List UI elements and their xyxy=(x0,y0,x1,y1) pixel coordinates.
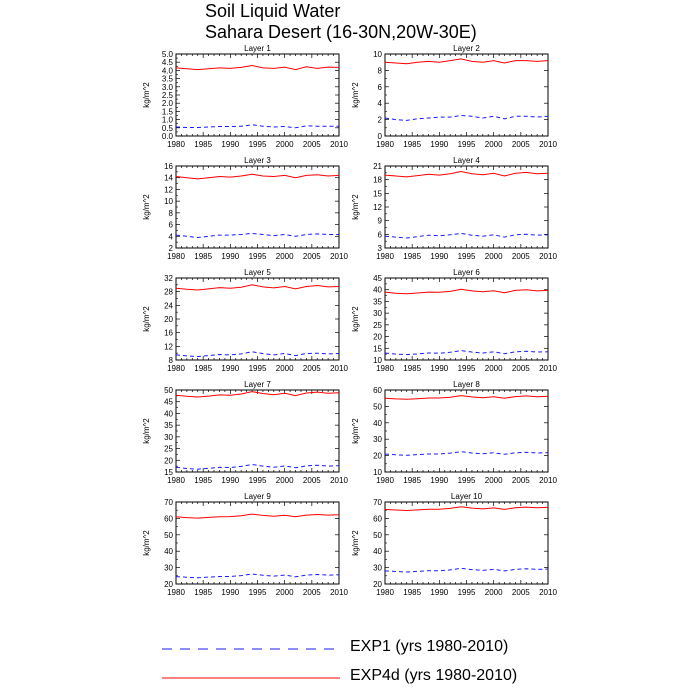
x-tick-label: 1980 xyxy=(167,588,185,597)
x-tick-label: 1980 xyxy=(376,588,394,597)
x-tick-label: 1990 xyxy=(221,140,240,149)
x-tick-label: 1995 xyxy=(457,252,476,261)
x-tick-label: 1980 xyxy=(167,252,185,261)
x-tick-label: 2010 xyxy=(330,476,348,485)
y-tick-label: 10 xyxy=(373,50,382,59)
y-tick-label: 30 xyxy=(164,432,173,442)
x-tick-label: 2000 xyxy=(484,476,503,485)
y-tick-label: 32 xyxy=(164,274,173,283)
y-tick-label: 1.0 xyxy=(161,115,173,125)
y-tick-label: 4 xyxy=(168,232,173,242)
panel-title: Layer 7 xyxy=(244,380,271,389)
x-tick-label: 2000 xyxy=(275,364,294,373)
panel-title: Layer 6 xyxy=(453,268,480,277)
x-tick-label: 1985 xyxy=(403,476,422,485)
x-tick-label: 2010 xyxy=(330,140,348,149)
y-tick-label: 6 xyxy=(377,82,382,92)
series-exp4d xyxy=(176,66,339,70)
y-tick-label: 8 xyxy=(168,356,173,365)
y-tick-label: 2 xyxy=(377,115,382,125)
x-tick-label: 1985 xyxy=(194,364,213,373)
y-tick-label: 2.5 xyxy=(161,91,173,100)
x-tick-label: 2010 xyxy=(330,252,348,261)
x-tick-label: 2005 xyxy=(302,364,321,373)
y-tick-label: 1.5 xyxy=(161,107,173,117)
y-tick-label: 15 xyxy=(373,189,382,199)
y-tick-label: 60 xyxy=(373,386,382,395)
x-tick-label: 1990 xyxy=(221,588,240,597)
plot-frame xyxy=(385,166,548,248)
panel-title: Layer 9 xyxy=(244,492,271,501)
series-exp1 xyxy=(385,452,548,456)
series-exp1 xyxy=(385,351,548,355)
y-tick-label: 5.0 xyxy=(161,50,173,59)
y-tick-label: 60 xyxy=(164,514,173,524)
y-tick-label: 8 xyxy=(377,66,382,76)
x-tick-label: 2000 xyxy=(484,140,503,149)
y-tick-label: 3.0 xyxy=(161,82,173,92)
y-axis-label: kg/m^2 xyxy=(351,418,360,444)
y-axis-label: kg/m^2 xyxy=(351,194,360,220)
series-exp4d xyxy=(176,392,339,397)
panel-title: Layer 5 xyxy=(244,268,271,277)
y-tick-label: 15 xyxy=(373,344,382,354)
panel-layer-2 xyxy=(351,44,557,149)
x-tick-label: 1985 xyxy=(403,364,422,373)
x-tick-label: 1990 xyxy=(430,140,449,149)
x-tick-label: 1995 xyxy=(248,588,267,597)
y-axis-label: kg/m^2 xyxy=(142,194,151,220)
x-tick-label: 1995 xyxy=(457,588,476,597)
y-tick-label: 25 xyxy=(373,320,382,330)
x-tick-label: 1990 xyxy=(430,364,449,373)
y-tick-label: 45 xyxy=(164,397,173,407)
y-tick-label: 30 xyxy=(373,563,382,573)
page-title: Soil Liquid Water xyxy=(205,1,341,21)
x-tick-label: 1995 xyxy=(457,476,476,485)
x-tick-label: 1985 xyxy=(403,252,422,261)
y-tick-label: 20 xyxy=(373,332,382,342)
y-tick-label: 8 xyxy=(168,208,173,218)
y-tick-label: 70 xyxy=(164,498,173,507)
x-tick-label: 2000 xyxy=(275,252,294,261)
plot-frame xyxy=(176,390,339,472)
legend-label-exp4d: EXP4d (yrs 1980-2010) xyxy=(350,667,518,684)
plot-frame xyxy=(176,278,339,360)
y-axis-label: kg/m^2 xyxy=(351,530,360,556)
series-exp4d xyxy=(385,172,548,177)
x-tick-label: 2005 xyxy=(302,588,321,597)
x-tick-label: 2010 xyxy=(539,140,557,149)
y-tick-label: 0.0 xyxy=(161,132,173,141)
series-exp1 xyxy=(385,568,548,572)
y-tick-label: 20 xyxy=(164,315,173,324)
y-tick-label: 35 xyxy=(164,421,173,431)
series-exp4d xyxy=(385,396,548,400)
x-tick-label: 1985 xyxy=(403,588,422,597)
x-tick-label: 1995 xyxy=(248,252,267,261)
y-tick-label: 12 xyxy=(164,342,173,352)
y-tick-label: 6 xyxy=(168,220,173,230)
y-axis-label: kg/m^2 xyxy=(142,82,151,108)
y-tick-label: 20 xyxy=(373,451,382,461)
y-tick-label: 4.0 xyxy=(161,66,173,76)
y-tick-label: 28 xyxy=(164,287,173,297)
series-exp4d xyxy=(385,289,548,294)
y-axis-label: kg/m^2 xyxy=(142,418,151,444)
x-tick-label: 1985 xyxy=(194,252,213,261)
panel-title: Layer 4 xyxy=(453,156,480,165)
panel-title: Layer 1 xyxy=(244,44,271,53)
x-tick-label: 2010 xyxy=(539,252,557,261)
x-tick-label: 1990 xyxy=(221,252,240,261)
y-tick-label: 40 xyxy=(373,285,382,295)
x-tick-label: 2005 xyxy=(511,476,530,485)
y-tick-label: 2 xyxy=(168,244,173,253)
x-tick-label: 1985 xyxy=(194,140,213,149)
x-tick-label: 2010 xyxy=(539,364,557,373)
panel-layer-8 xyxy=(351,380,557,485)
series-exp4d xyxy=(176,514,339,518)
panel-layer-9 xyxy=(142,492,348,597)
y-tick-label: 10 xyxy=(373,468,382,477)
x-tick-label: 1995 xyxy=(457,364,476,373)
y-tick-label: 16 xyxy=(164,162,173,171)
y-tick-label: 70 xyxy=(373,498,382,507)
y-tick-label: 45 xyxy=(373,274,382,283)
series-exp4d xyxy=(385,59,548,64)
panel-layer-5 xyxy=(142,268,348,373)
y-tick-label: 14 xyxy=(164,173,173,183)
y-tick-label: 16 xyxy=(164,328,173,338)
panel-layer-4 xyxy=(351,156,557,261)
series-exp1 xyxy=(176,574,339,578)
x-tick-label: 1980 xyxy=(376,140,394,149)
series-exp1 xyxy=(385,116,548,121)
series-exp1 xyxy=(176,352,339,357)
x-tick-label: 2000 xyxy=(275,476,294,485)
series-exp4d xyxy=(385,507,548,511)
y-tick-label: 18 xyxy=(373,175,382,185)
y-tick-label: 4 xyxy=(377,99,382,109)
y-tick-label: 20 xyxy=(164,456,173,466)
plot-frame xyxy=(385,390,548,472)
page-subtitle: Sahara Desert (16-30N,20W-30E) xyxy=(205,22,477,42)
y-tick-label: 15 xyxy=(164,468,173,477)
x-tick-label: 2000 xyxy=(275,140,294,149)
x-tick-label: 2000 xyxy=(484,588,503,597)
x-tick-label: 1985 xyxy=(403,140,422,149)
x-tick-label: 1980 xyxy=(376,252,394,261)
y-tick-label: 30 xyxy=(373,435,382,445)
x-tick-label: 2000 xyxy=(275,588,294,597)
x-tick-label: 2010 xyxy=(330,364,348,373)
y-tick-label: 3.5 xyxy=(161,74,173,84)
x-tick-label: 1995 xyxy=(248,364,267,373)
series-exp1 xyxy=(385,233,548,238)
x-tick-label: 1995 xyxy=(248,476,267,485)
panel-layer-7 xyxy=(142,380,348,485)
y-axis-label: kg/m^2 xyxy=(351,82,360,108)
y-axis-label: kg/m^2 xyxy=(142,530,151,556)
y-tick-label: 9 xyxy=(377,216,382,226)
x-tick-label: 2005 xyxy=(511,252,530,261)
x-tick-label: 1980 xyxy=(167,364,185,373)
y-tick-label: 30 xyxy=(164,563,173,573)
series-exp1 xyxy=(176,125,339,128)
y-axis-label: kg/m^2 xyxy=(351,306,360,332)
y-tick-label: 12 xyxy=(373,203,382,212)
panel-layer-6 xyxy=(351,268,557,373)
series-exp4d xyxy=(176,285,339,290)
y-tick-label: 50 xyxy=(164,386,173,395)
x-tick-label: 2005 xyxy=(511,588,530,597)
y-axis-label: kg/m^2 xyxy=(142,306,151,332)
x-tick-label: 1990 xyxy=(430,476,449,485)
plot-frame xyxy=(385,54,548,136)
x-tick-label: 1985 xyxy=(194,588,213,597)
x-tick-label: 2000 xyxy=(484,252,503,261)
y-tick-label: 21 xyxy=(373,162,382,171)
y-tick-label: 60 xyxy=(373,514,382,524)
x-tick-label: 1980 xyxy=(167,476,185,485)
x-tick-label: 2005 xyxy=(511,140,530,149)
y-tick-label: 2.0 xyxy=(161,99,173,109)
x-tick-label: 2010 xyxy=(330,588,348,597)
x-tick-label: 1990 xyxy=(430,252,449,261)
y-tick-label: 40 xyxy=(373,418,382,428)
x-tick-label: 1990 xyxy=(221,476,240,485)
series-exp4d xyxy=(176,174,339,179)
series-exp1 xyxy=(176,233,339,237)
x-tick-label: 2005 xyxy=(511,364,530,373)
y-tick-label: 20 xyxy=(373,580,382,589)
x-tick-label: 2005 xyxy=(302,252,321,261)
x-tick-label: 2010 xyxy=(539,476,557,485)
panel-title: Layer 2 xyxy=(453,44,480,53)
x-tick-label: 1980 xyxy=(376,476,394,485)
x-tick-label: 2005 xyxy=(302,140,321,149)
x-tick-label: 2010 xyxy=(539,588,557,597)
panel-title: Layer 8 xyxy=(453,380,480,389)
y-tick-label: 12 xyxy=(164,185,173,195)
y-tick-label: 6 xyxy=(377,230,382,240)
panel-layer-1 xyxy=(142,44,348,149)
x-tick-label: 1995 xyxy=(457,140,476,149)
y-tick-label: 50 xyxy=(164,530,173,540)
panel-layer-3 xyxy=(142,156,348,261)
y-tick-label: 50 xyxy=(373,402,382,412)
y-tick-label: 30 xyxy=(373,309,382,319)
y-tick-label: 35 xyxy=(373,297,382,307)
y-tick-label: 40 xyxy=(164,409,173,419)
legend-label-exp1: EXP1 (yrs 1980-2010) xyxy=(350,638,509,655)
panel-title: Layer 3 xyxy=(244,156,271,165)
y-tick-label: 25 xyxy=(164,444,173,454)
y-tick-label: 10 xyxy=(373,356,382,365)
x-tick-label: 2000 xyxy=(484,364,503,373)
x-tick-label: 1990 xyxy=(221,364,240,373)
panel-layer-10 xyxy=(351,492,557,597)
y-tick-label: 20 xyxy=(164,580,173,589)
x-tick-label: 1995 xyxy=(248,140,267,149)
x-tick-label: 2005 xyxy=(302,476,321,485)
y-tick-label: 4.5 xyxy=(161,58,173,68)
x-tick-label: 1985 xyxy=(194,476,213,485)
x-tick-label: 1980 xyxy=(376,364,394,373)
panel-title: Layer 10 xyxy=(450,492,483,501)
y-tick-label: 10 xyxy=(164,197,173,207)
y-tick-label: 24 xyxy=(164,301,173,311)
y-tick-label: 0.5 xyxy=(161,123,173,133)
y-tick-label: 0 xyxy=(377,132,382,141)
y-tick-label: 40 xyxy=(373,547,382,557)
y-tick-label: 40 xyxy=(164,547,173,557)
x-tick-label: 1980 xyxy=(167,140,185,149)
x-tick-label: 1990 xyxy=(430,588,449,597)
y-tick-label: 50 xyxy=(373,530,382,540)
y-tick-label: 3 xyxy=(377,244,382,253)
